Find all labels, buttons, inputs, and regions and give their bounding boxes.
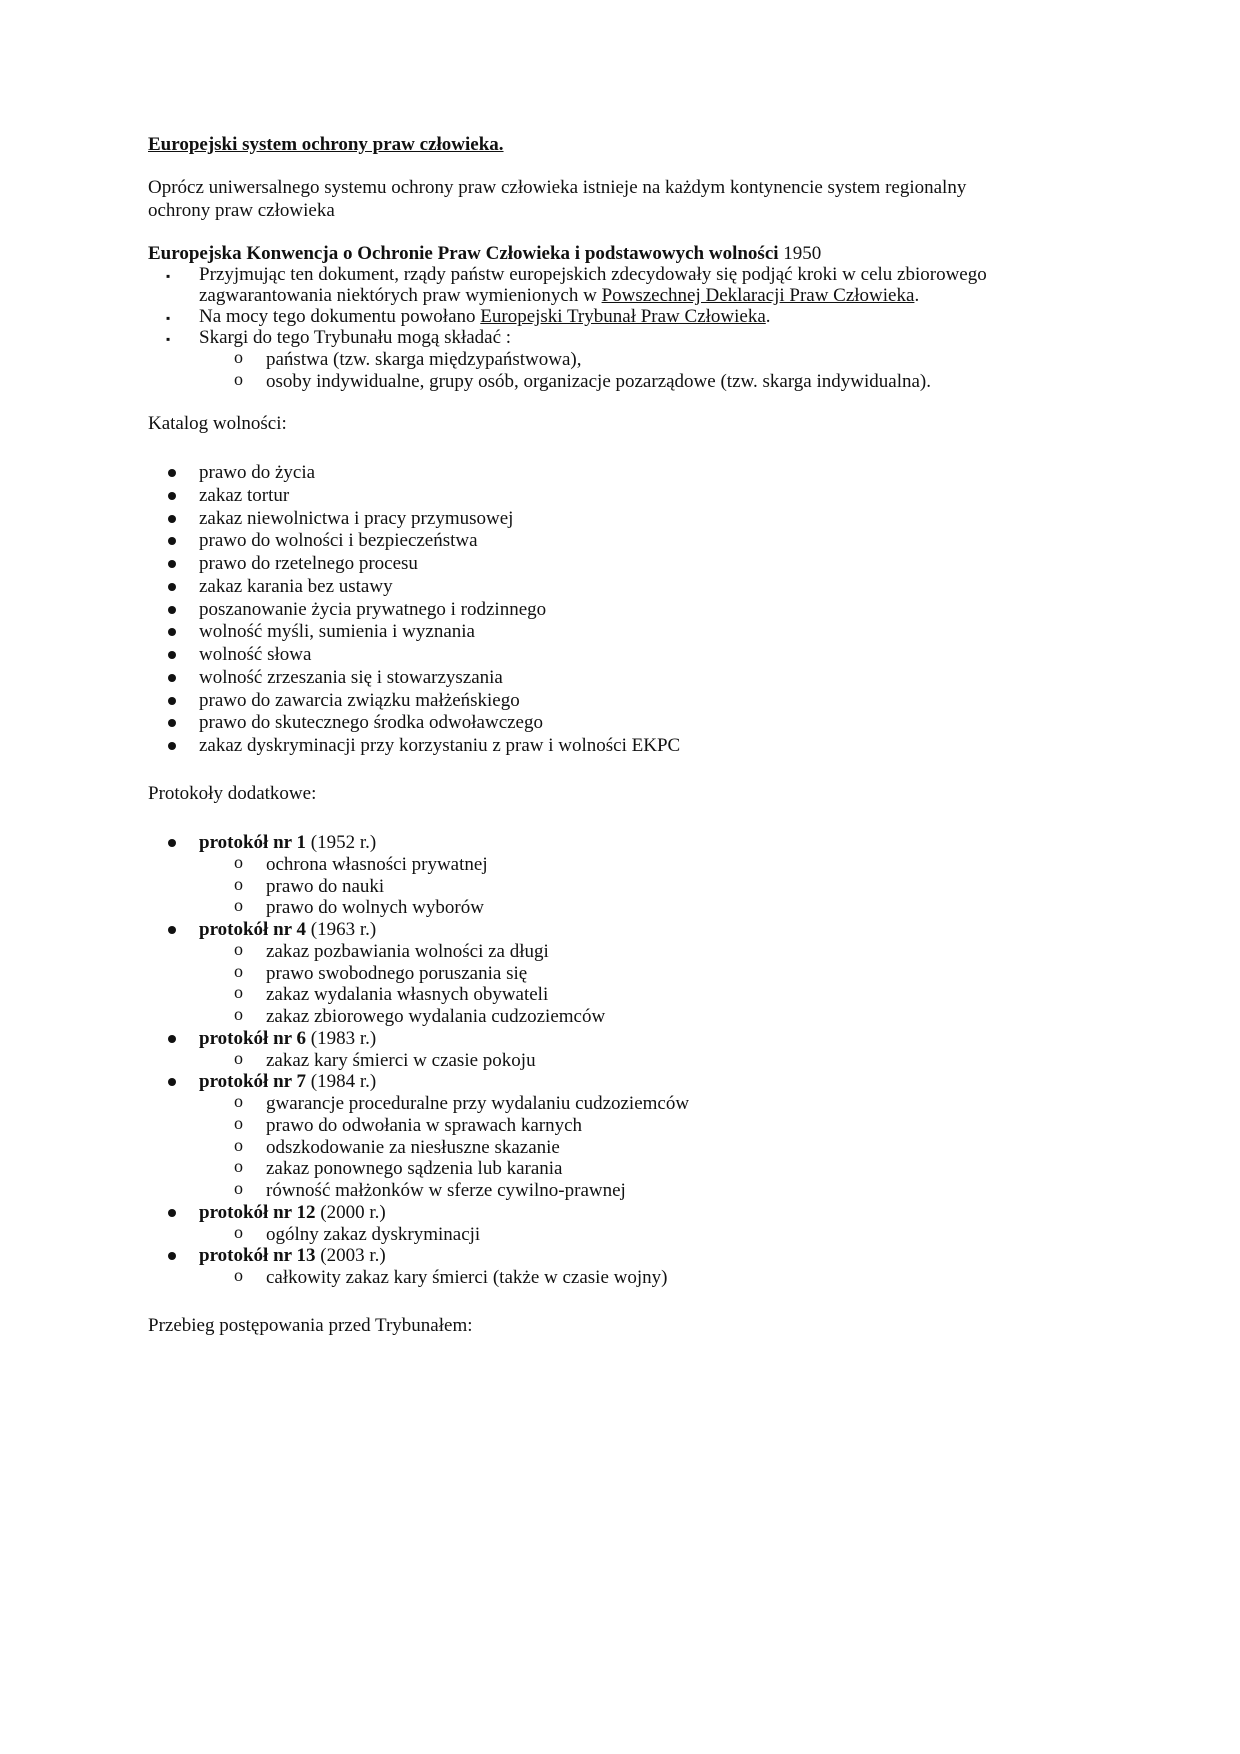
protocol-year: (2003 r.) [315,1245,386,1266]
catalog-item: prawo do zawarcia związku małżeńskiego [199,690,520,711]
intro-line-2: ochrony praw człowieka [148,200,335,221]
bullet-dot-icon [168,469,176,477]
catalog-item: prawo do życia [199,462,316,483]
convention-bullet-3: Skargi do tego Trybunału mogą składać : [199,327,512,348]
protocol-year: (1952 r.) [306,832,377,853]
protocol-sub-item: prawo do wolnych wyborów [266,897,484,918]
catalog-item: zakaz niewolnictwa i pracy przymusowej [199,508,514,529]
protocol-label: protokół nr 1 [199,832,306,853]
circle-bullet-icon: o [234,1156,243,1176]
protocol-sub-item: gwarancje proceduralne przy wydalaniu cudzoziemców [266,1093,690,1114]
protocol-sub-item: zakaz ponownego sądzenia lub karania [266,1158,563,1179]
circle-bullet-icon: o [234,1222,243,1242]
protocol-year: (1983 r.) [306,1028,377,1049]
bullet-dot-icon [168,560,176,568]
protocols-heading: Protokoły dodatkowe: [148,783,317,804]
protocol-sub-item: zakaz wydalania własnych obywateli [266,984,549,1005]
bullet-dot-icon [168,1078,176,1086]
protocol-label: protokół nr 13 [199,1245,316,1266]
convention-bullet-1-end: . [914,285,920,306]
circle-bullet-icon: o [234,1265,243,1285]
procedure-heading: Przebieg postępowania przed Trybunałem: [148,1315,473,1336]
bullet-dot-icon [168,1209,176,1217]
protocol-label: protokół nr 7 [199,1071,306,1092]
bullet-dot-icon [168,537,176,545]
protocol-sub-item: zakaz zbiorowego wydalania cudzoziemców [266,1006,606,1027]
protocol-item [199,831,376,854]
document-title: Europejski system ochrony praw człowieka. [148,134,504,155]
bullet-dot-icon [168,719,176,727]
protocol-label: protokół nr 4 [199,919,306,940]
bullet-dot-icon [168,606,176,614]
protocol-year: (1963 r.) [306,919,377,940]
square-bullet-icon: ▪ [166,332,171,346]
protocol-item [199,1070,376,1093]
protocol-sub-item: prawo do nauki [266,876,385,897]
circle-bullet-icon: o [234,1135,243,1155]
square-bullet-icon: ▪ [166,269,171,283]
bullet-dot-icon [168,1035,176,1043]
bullet-dot-icon [168,697,176,705]
catalog-item: prawo do wolności i bezpieczeństwa [199,530,478,551]
protocol-label: protokół nr 6 [199,1028,306,1049]
intro-line-1: Oprócz uniwersalnego systemu ochrony praw człowieka istnieje na każdym kontynencie system regionalny [148,177,967,198]
convention-sub-2: osoby indywidualne, grupy osób, organizacje pozarządowe (tzw. skarga indywidualna). [266,371,931,392]
bullet-dot-icon [168,515,176,523]
circle-bullet-icon: o [234,982,243,1002]
catalog-item: wolność słowa [199,644,312,665]
catalog-item: wolność myśli, sumienia i wyznania [199,621,475,642]
circle-bullet-icon: o [234,874,243,894]
circle-bullet-icon: o [234,1048,243,1068]
circle-bullet-icon: o [234,939,243,959]
protocol-sub-item: prawo do odwołania w sprawach karnych [266,1115,583,1136]
circle-bullet-icon: o [234,1091,243,1111]
protocol-sub-item: prawo swobodnego poruszania się [266,963,528,984]
protocol-sub-item: odszkodowanie za niesłuszne skazanie [266,1137,560,1158]
protocol-item [199,1201,386,1224]
convention-bullet-2-end: . [765,306,771,327]
protocol-sub-item: ogólny zakaz dyskryminacji [266,1224,481,1245]
bullet-dot-icon [168,1252,176,1260]
catalog-item: zakaz tortur [199,485,290,506]
bullet-dot-icon [168,926,176,934]
catalog-heading: Katalog wolności: [148,413,287,434]
catalog-item: zakaz karania bez ustawy [199,576,393,597]
convention-sub-1: państwa (tzw. skarga międzypaństwowa), [266,349,582,370]
catalog-item: prawo do skutecznego środka odwoławczego [199,712,543,733]
protocol-sub-item: równość małżonków w sferze cywilno-prawnej [266,1180,626,1201]
catalog-item: prawo do rzetelnego procesu [199,553,418,574]
convention-year: 1950 [783,243,822,264]
bullet-dot-icon [168,651,176,659]
catalog-item: zakaz dyskryminacji przy korzystaniu z praw i wolności EKPC [199,735,681,756]
circle-bullet-icon: o [234,1113,243,1133]
protocol-sub-item: ochrona własności prywatnej [266,854,488,875]
circle-bullet-icon: o [234,347,243,367]
protocol-item [199,1244,386,1267]
convention-heading-text: Europejska Konwencja o Ochronie Praw Człowieka i podstawowych wolności [148,243,779,264]
protocol-year: (1984 r.) [306,1071,377,1092]
protocol-sub-item: zakaz kary śmierci w czasie pokoju [266,1050,536,1071]
bullet-dot-icon [168,583,176,591]
bullet-dot-icon [168,674,176,682]
protocol-label: protokół nr 12 [199,1202,316,1223]
catalog-item: poszanowanie życia prywatnego i rodzinnego [199,599,547,620]
bullet-dot-icon [168,742,176,750]
convention-bullet-1-line-1: Przyjmując ten dokument, rządy państw europejskich zdecydowały się podjąć kroki w celu zbiorowego [199,264,987,285]
convention-heading [148,242,821,265]
protocol-item [199,1027,376,1050]
bullet-dot-icon [168,492,176,500]
protocol-year: (2000 r.) [315,1202,386,1223]
convention-bullet-2-text: Na mocy tego dokumentu powołano [199,306,481,327]
circle-bullet-icon: o [234,961,243,981]
catalog-item: wolność zrzeszania się i stowarzyszania [199,667,503,688]
protocol-item [199,918,376,941]
echr-link[interactable]: Europejski Trybunał Praw Człowieka [480,306,766,327]
circle-bullet-icon: o [234,1004,243,1024]
bullet-dot-icon [168,839,176,847]
udhr-link[interactable]: Powszechnej Deklaracji Praw Człowieka [601,285,915,306]
circle-bullet-icon: o [234,1178,243,1198]
convention-bullet-1-text: zagwarantowania niektórych praw wymienionych w [199,285,602,306]
circle-bullet-icon: o [234,895,243,915]
square-bullet-icon: ▪ [166,311,171,325]
bullet-dot-icon [168,628,176,636]
convention-bullet-2 [199,305,771,328]
protocol-sub-item: zakaz pozbawiania wolności za długi [266,941,549,962]
circle-bullet-icon: o [234,852,243,872]
protocol-sub-item: całkowity zakaz kary śmierci (także w czasie wojny) [266,1267,668,1288]
circle-bullet-icon: o [234,369,243,389]
convention-bullet-1-line-2 [199,284,919,307]
